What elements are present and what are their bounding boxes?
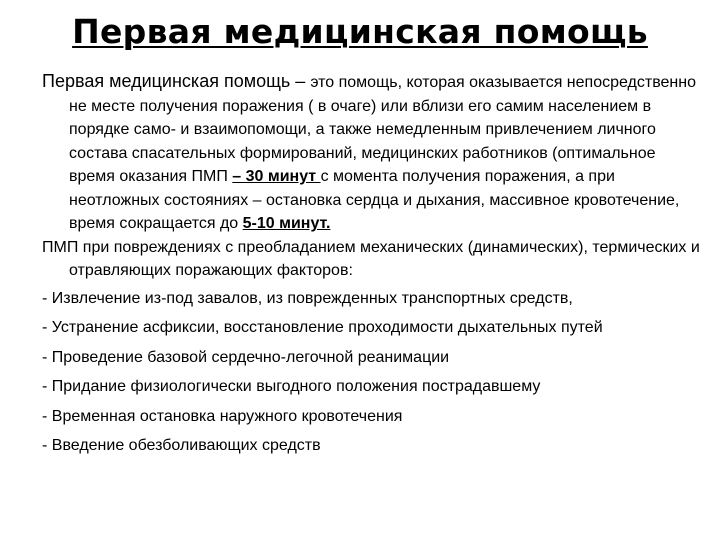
optimal-time-30: – 30 минут <box>232 168 321 185</box>
list-item: - Временная остановка наружного кровотечения <box>42 407 403 425</box>
list-item: - Проведение базовой сердечно-легочной реанимации <box>42 348 450 366</box>
definition-text-2: с момента получения поражения, а при неотложных состояниях – остановка сердца и дыхания, массивное кровотечение, время сокращается до <box>69 168 680 232</box>
definition-paragraph <box>42 70 702 236</box>
definition-term: Первая медицинская помощь <box>42 71 291 91</box>
slide-body <box>42 70 702 464</box>
list-item: - Придание физиологически выгодного положения пострадавшему <box>42 378 541 395</box>
pmp-intro: ПМП при повреждениях с преобладанием механических (динамических), термических и отравляющих поражающих факторов: <box>42 238 700 279</box>
slide-title: Первая медицинская помощь <box>72 12 648 51</box>
critical-time-5-10: 5-10 минут. <box>242 215 331 232</box>
list-item: - Устранение асфиксии, восстановление проходимости дыхательных путей <box>42 319 603 336</box>
actions-list <box>42 287 702 458</box>
definition-text-1: это помощь, которая оказывается непосредственно не месте получения поражения ( в очаге) или вблизи его самим населением в порядке само- и взаимопомощи, а также немедленным привлечением личного состава спасательных формирований, медицинских работников (оптимальное время оказания ПМП <box>69 74 696 185</box>
definition-dash: – <box>290 71 311 91</box>
list-item: - Введение обезболивающих средств <box>42 437 321 454</box>
list-item: - Извлечение из-под завалов, из поврежденных транспортных средств, <box>42 289 573 307</box>
